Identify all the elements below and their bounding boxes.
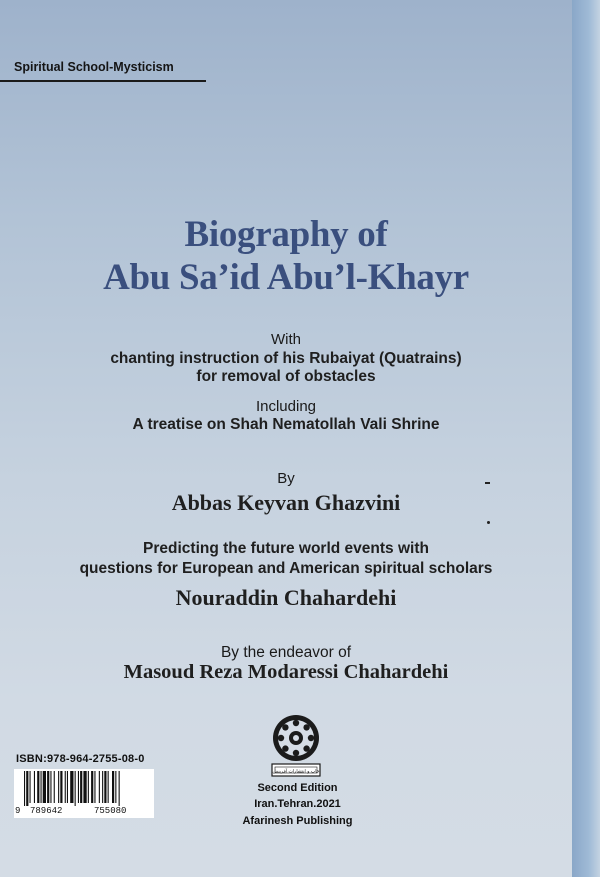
title-line-1: Biography of (184, 214, 388, 255)
barcode-bar (88, 771, 89, 803)
by-label: By (277, 470, 295, 487)
barcode-bar (91, 771, 93, 803)
barcode-bar (83, 771, 86, 803)
barcode-bar (99, 771, 100, 803)
edition-text: Second Edition (257, 782, 338, 794)
with-label: With (271, 331, 301, 348)
barcode-bar (115, 771, 116, 803)
barcode-bar (112, 771, 114, 803)
publisher-logo-caption: چاپ و انتشارات آفرینش (272, 769, 320, 775)
barcode-bar (47, 771, 49, 803)
author-name: Abbas Keyvan Ghazvini (171, 490, 401, 515)
barcode-bar (65, 771, 66, 803)
barcode-bar (80, 771, 82, 803)
barcode-numbers (14, 806, 154, 818)
place-year-text: Iran.Tehran.2021 (254, 798, 341, 810)
stray-dot (487, 521, 490, 524)
barcode-bar (34, 771, 35, 803)
endeavor-label: By the endeavor of (220, 644, 352, 661)
publisher-name: Afarinesh Publishing (242, 815, 353, 827)
publisher-emblem-icon (268, 714, 324, 778)
barcode-right-digits: 755080 (94, 806, 127, 816)
publisher-logo (268, 714, 324, 778)
category-underline (0, 80, 206, 82)
isbn-label: ISBN:978-964-2755-08-0 (16, 753, 145, 765)
barcode-bar (30, 771, 31, 803)
barcode-bar (54, 771, 55, 803)
barcode-bar (37, 771, 39, 803)
barcode-bar (26, 771, 28, 807)
barcode-bar (108, 771, 109, 803)
barcode-bar (119, 771, 120, 807)
barcode-bars (14, 769, 154, 807)
barcode-bar (24, 771, 25, 807)
barcode-first-digit: 9 (15, 806, 21, 816)
barcode-bar (104, 771, 106, 803)
barcode-bar (60, 771, 62, 803)
title-line-2: Abu Sa’id Abu’l-Khayr (103, 257, 469, 298)
predicting-line-2: questions for European and American spiritual scholars (79, 560, 493, 577)
stray-mark (485, 482, 490, 484)
barcode-bar (67, 771, 68, 803)
barcode-bar (75, 771, 76, 807)
barcode-bar (50, 771, 51, 803)
barcode-bar (94, 771, 95, 803)
subtitle-line-2: for removal of obstacles (196, 368, 376, 385)
editor-name: Masoud Reza Modaressi Chahardehi (123, 661, 449, 683)
predicting-line-1: Predicting the future world events with (143, 540, 429, 557)
barcode-bar (102, 771, 103, 803)
subtitle-line-1: chanting instruction of his Rubaiyat (Quatrains) (110, 350, 462, 367)
treatise-line: A treatise on Shah Nematollah Vali Shrine (132, 416, 440, 433)
barcode-bar (58, 771, 59, 803)
category-label: Spiritual School-Mysticism (14, 60, 174, 74)
barcode-bar (70, 771, 73, 803)
including-label: Including (255, 398, 317, 415)
book-spine (572, 0, 600, 877)
barcode-left-digits: 789642 (30, 806, 63, 816)
second-author-name: Nouraddin Chahardehi (175, 585, 397, 610)
barcode-bar (41, 771, 42, 803)
barcode-bar (78, 771, 79, 803)
barcode-bar (43, 771, 46, 803)
